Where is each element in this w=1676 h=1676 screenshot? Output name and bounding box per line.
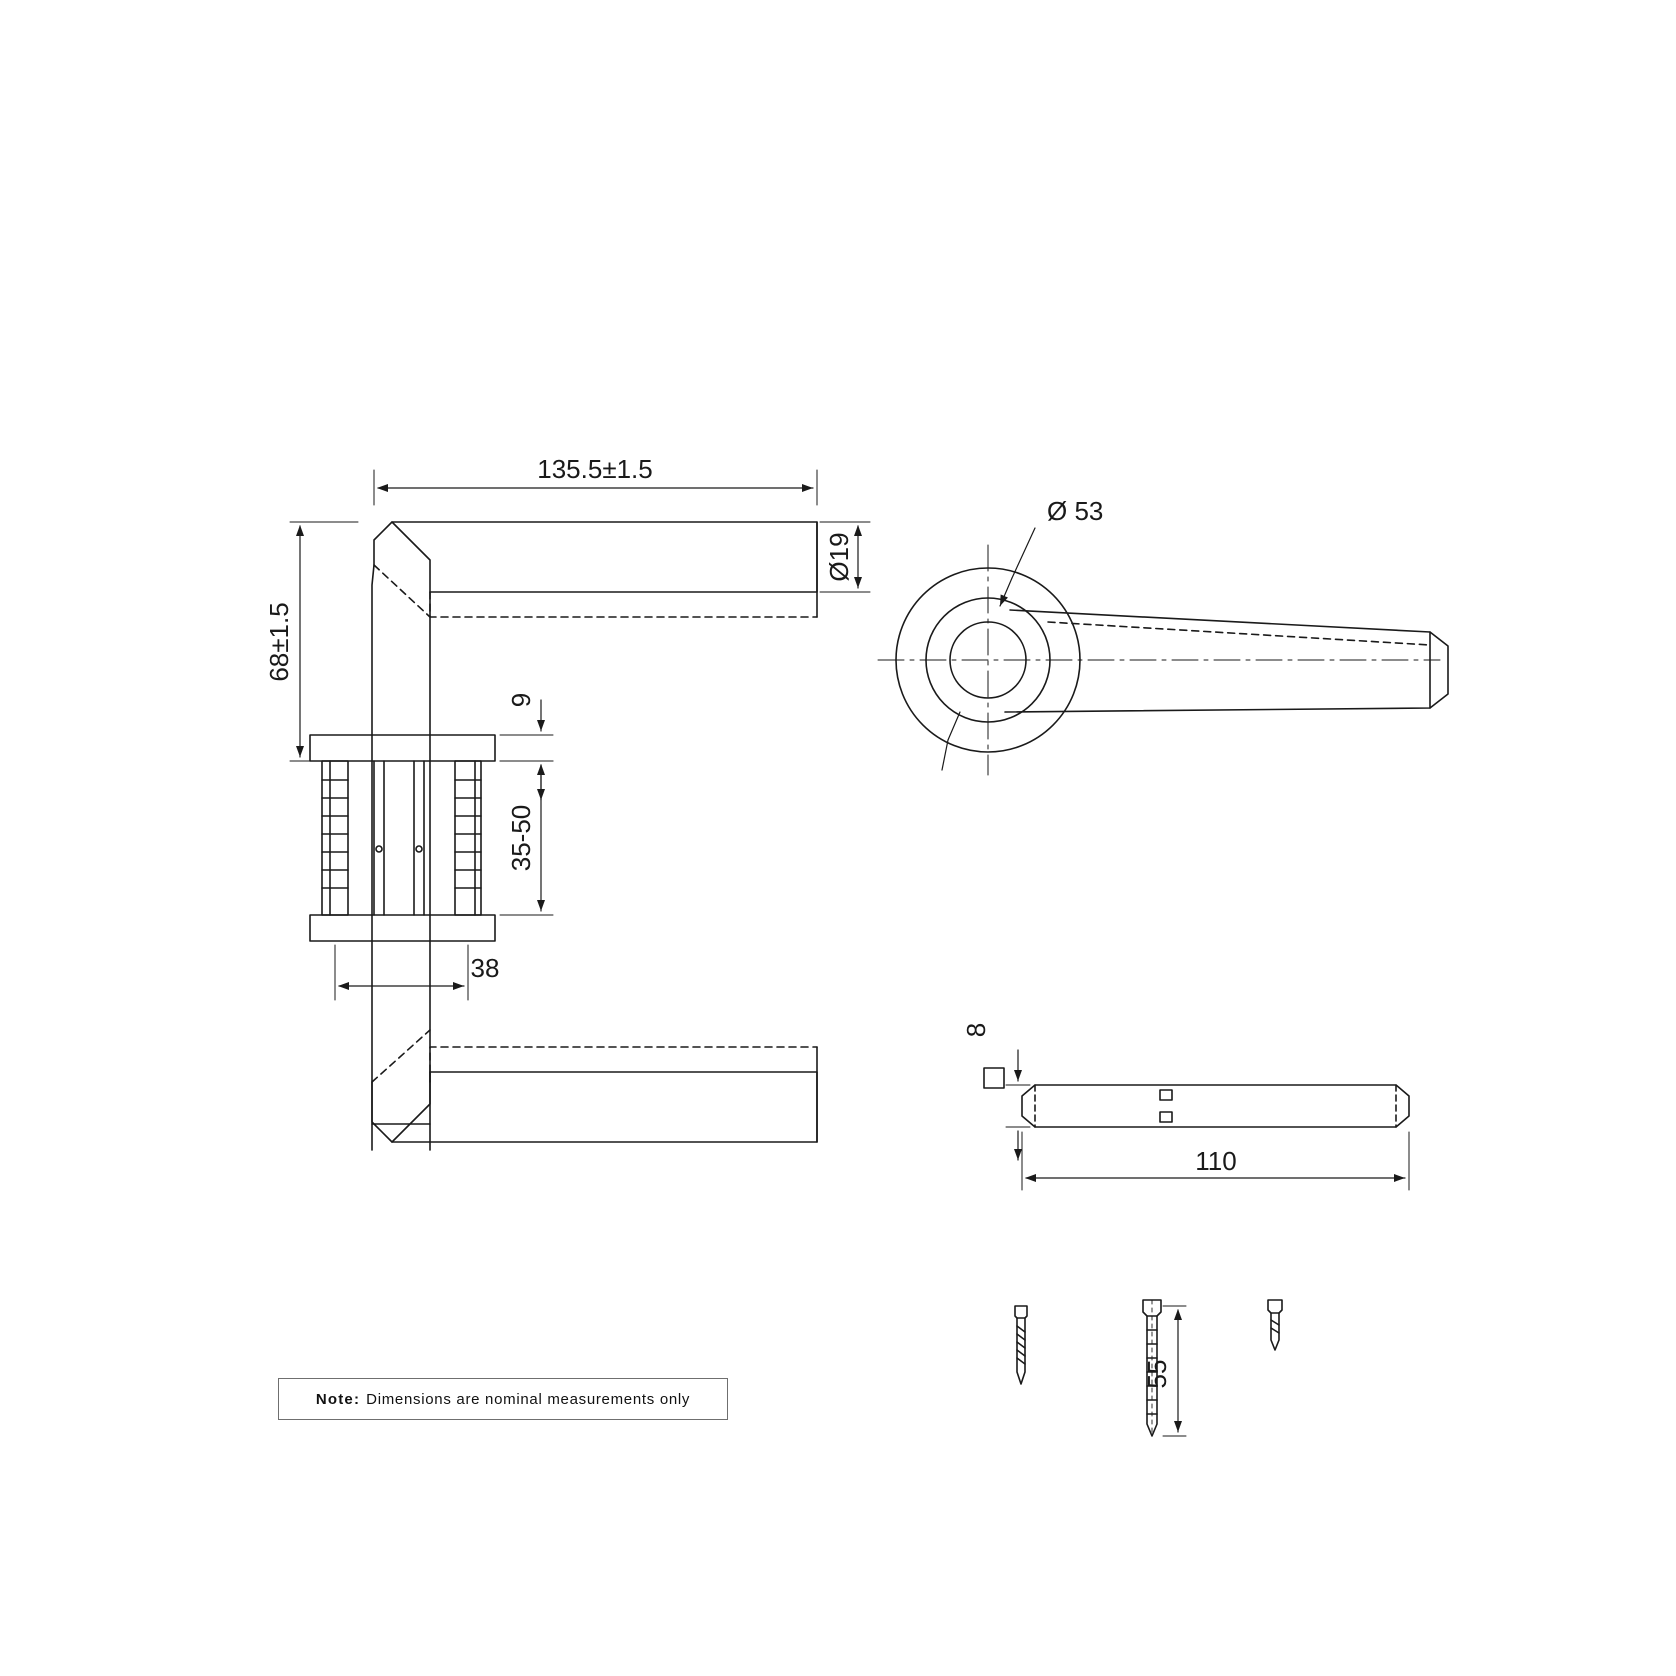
lever-handle-upper	[372, 522, 817, 1124]
dimension-text-door-thickness: 35-50	[506, 804, 536, 872]
side-elevation-view	[310, 522, 817, 1150]
note-text: Dimensions are nominal measurements only	[366, 1390, 691, 1408]
dimension-lever-return	[290, 522, 358, 761]
dimension-text-fixing-centres: 38	[470, 953, 500, 983]
dimension-text-lever-return: 68±1.5	[264, 602, 294, 682]
note-box	[278, 1378, 728, 1420]
centre-lines	[878, 545, 1440, 775]
dimension-fixing-centres	[335, 945, 468, 1000]
lever-front	[1005, 610, 1448, 712]
lever-handle-lower	[372, 1030, 817, 1142]
spindle-section-square	[984, 1068, 1004, 1088]
lever-stem-lower	[372, 1124, 430, 1150]
dimension-text-rose-diameter: Ø 53	[1047, 496, 1104, 526]
front-elevation-view	[878, 528, 1448, 775]
dimension-spindle-size	[1006, 1050, 1030, 1160]
dimension-text-spindle-length: 110	[1195, 1146, 1237, 1176]
note-label: Note:	[315, 1390, 361, 1408]
dimension-text-bar-diameter: Ø19	[824, 532, 854, 582]
dimension-text-lever-length: 135.5±1.5	[537, 454, 653, 484]
dimension-text-bolt-length: 55	[1142, 1359, 1172, 1389]
dimension-text-spindle-size: 8	[961, 1022, 991, 1038]
dimension-rose-thickness	[500, 700, 553, 800]
small-screw	[1268, 1300, 1282, 1350]
fixing-posts	[322, 761, 481, 915]
rose-bottom	[310, 915, 495, 941]
wood-screw	[1015, 1306, 1027, 1384]
dimension-text-rose-thickness: 9	[506, 692, 536, 708]
square-spindle	[1022, 1085, 1409, 1127]
